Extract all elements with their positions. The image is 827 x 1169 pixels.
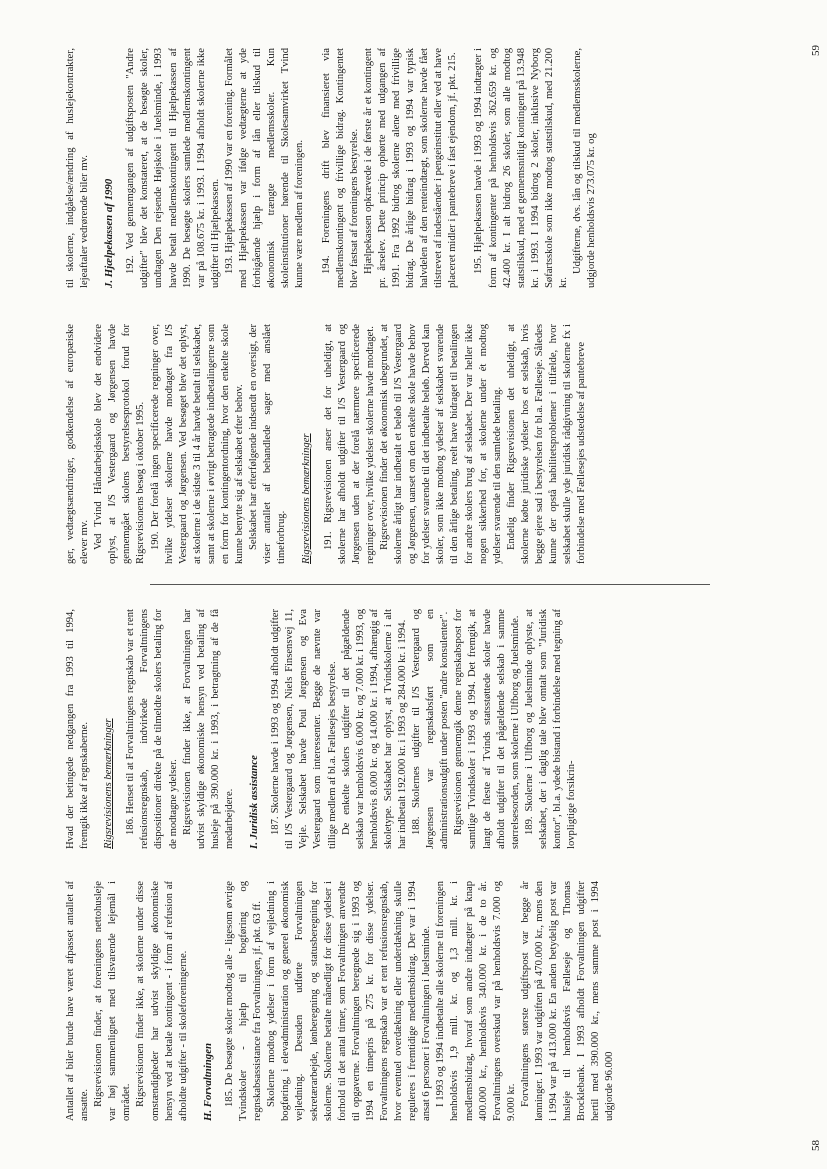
paragraph: 185. De besøgte skoler modtog alle - ligesom øvrige Tvindskoler - hjælp til bogføring og regnskabsassistance fra Forvaltningen, jf. pkt. 63 ff. <box>223 881 264 1121</box>
subsection-heading: Rigsrevisionens bemærkninger <box>300 433 312 564</box>
paragraph: Udgifterne, dvs. lån og tilskud til medlemsskolerne, udgjorde henholdsvis 273.075 kr. og <box>572 48 598 288</box>
section-heading: J. Hjælpekassen af 1990 <box>103 178 116 288</box>
paragraph: 195. Hjælpekassen havde i 1993 og 1994 indtægter i form af kontingenter på henholdsvis 362.659 kr. og 42.400 kr. I alt bidrog 26 skoler, som alle modtog statstilskud, med et gennemsnitligt kontingent på 13.948 kr. i 1993. I 1994 bidrog 2 skoler, inklusive Nyborg Søfartsskole som ikke modtog statstilskud, med 21.200 kr. <box>473 48 569 288</box>
left-page-column-2 <box>64 609 794 849</box>
subsection-heading: Rigsrevisionens bemærkninger <box>103 718 115 849</box>
paragraph: ger, vedtægtsændringer, godkendelse af europæiske elever mv. <box>65 324 91 564</box>
section-heading: I. Juridisk assistance <box>248 755 261 849</box>
paragraph: Endelig finder Rigsrevisionen det uheldigt, at skolerne købte juridiske ydelser hos et selskab, hvis begge ejere sad i bestyrelsen for bl.a. Fælleseje. Således kunne der opstå habilitetsproblemer i tilfælde, hvor selskabet skulle yde juridisk rådgivning til skolerne fx i forbindelse med Fællesejes udstedelse af pantebreve <box>505 324 588 564</box>
left-page <box>0 585 827 1169</box>
paragraph: 191. Rigsrevisionen anser det for uheldigt, at skolerne har afholdt udgifter til I/S Vestergaard og Jørgensen uden at der forelå nærmere specificerede regninger over, hvilke ydelser skolerne havde modtaget. <box>322 324 376 564</box>
right-page-column-1 <box>64 324 794 564</box>
left-page-column-1 <box>64 881 794 1121</box>
page-number-left: 58 <box>810 1140 822 1151</box>
paragraph-gap <box>460 48 472 288</box>
paragraph: Rigsrevisionen gennemgik denne regnskabspost for samtlige Tvindskoler i 1993 og 1994. Det fremgik, at langt de fleste af Tvinds statsstøttede skoler havde afholdt udgifter til det pågældende selskab i samme størrelsesorden, som skolerne i Ulfborg og Juelsminde. <box>453 609 521 849</box>
paragraph: til skolerne, indgåelse/ændring af huslejekontrakter, lejeaftaler vedrørende biler mv. <box>65 48 91 288</box>
paragraph: 193. Hjælpekassen af 1990 var en forening. Formålet med Hjælpekassen var ifølge vedtægterne at yde forbigående hjælp i form af lån eller tilskud til økonomisk trængte medlemsskoler. Kun skoleinstitutioner hørende til Skolesamvirket Tvind kunne være medlem af foreningen. <box>223 48 306 288</box>
paragraph: Forvaltningens største udgiftspost var begge år lønninger. I 1993 var udgiften på 470.000 kr., mens den i 1994 var på 413.000 kr. En anden betydelig post var husleje til henholdsvis Fælleseje og Thomas Brocklebank. I 1993 afholdt Forvaltningen udgifter hertil med 390.000 kr., mens samme post i 1994 udgjorde 96.000 <box>519 881 616 1121</box>
paragraph: Hjælpekassen opkrævede i de første år et kontingent pr. årselev. Dette princip ophørte med udgangen af 1991. Fra 1992 bidrog skolerne alene med frivillige bidrag. De årlige bidrag i 1993 og 1994 var typisk halvdelen af den renteindtægt, som skolerne havde fået tilstrevet af indeståender i pengeinstitut eller ved at have placeret midler i pantebreve i fast ejendom, jf. pkt. 215. <box>362 48 459 288</box>
paragraph-gap <box>308 48 320 288</box>
paragraph: Rigsrevisionen finder ikke, at skolerne under disse omstændigheder har udvist skyldige økonomiske hensyn ved at betale kontingent - i form af refusion af afholdte udgifter - til skoleforeningerne. <box>135 881 189 1121</box>
page-divider <box>150 584 710 585</box>
right-page-column-2 <box>64 48 794 288</box>
paragraph: 186. Henset til at Forvaltningens regnskab var et rent refusionsregnskab, indvirkede Forvaltningens dispositioner direkte på de tilmeldte skolers betaling for de modtagne ydelser. <box>125 609 179 849</box>
paragraph: Rigsrevisionen finder det økonomisk ubegrundet, at skolerne årligt har indbetalt et beløb til I/S Vestergaard og Jørgensen, uanset om den enkelte skole havde behov for ydelser svarende til det indbetalte beløb. Derved kan skoler, som ikke modtog ydelser af selskabet svarende til den årlige betaling, reelt have bidraget til betalingen for andre skolers brug af selskabet. Der var heller ikke nogen sikkerhed for, at skolerne under ét modtog ydelser svarende til den samlede betaling. <box>378 324 503 564</box>
section-heading: H. Forvaltningen <box>201 1043 214 1121</box>
paragraph: Rigsrevisionen finder, at foreningens nettohusleje var høj sammenlignet med tilsvarende lejemål i området. <box>93 881 133 1121</box>
paragraph: 188. Skolernes udgifter til I/S Vestergaard og Jørgensen var regnskabsført som en administrationsudgift under posten "andre konsulenter". <box>411 609 451 849</box>
paragraph: Antallet af biler burde have været afpasset antallet af ansatte. <box>65 881 91 1121</box>
page-number-right: 59 <box>810 45 822 56</box>
paragraph: 189. Skolerne i Ulfborg og Juelsminde oplyste, at selskabet, der i daglig tale blev omtalt som "Juridisk kontor", bl.a. ydede bistand i forbindelse med tegning af lovpligtige forsikrin- <box>523 609 578 849</box>
right-page <box>0 0 827 584</box>
paragraph: 192. Ved gennemgangen af udgiftsposten "Andre udgifter" blev det konstateret, at de besøgte skoler, undtagen Den rejsende Højskole i Juelsminde, i 1993 havde betalt medlemskontingent til Hjælpekassen af 1990. De besøgte skolers samlede medlemskontingent var på 108.675 kr. i 1993. I 1994 afholdt skolerne ikke udgifter til Hjælpekassen. <box>125 48 221 288</box>
paragraph: Rigsrevisionen finder ikke, at Forvaltningen har udvist skyldige økonomiske hensyn ved betaling af husleje på 390.000 kr. i 1993, i betragtning af de få medarbejdere. <box>181 609 235 849</box>
paragraph: Skolerne modtog ydelser i form af vejledning i bogføring, i elevadministration og generel økonomisk vejledning. Desuden udførte Forvaltningen sekretærarbejde, lønberegning og statusberegning for skolerne. Skolerne betalte månedligt for disse ydelser i forhold til det antal timer, som Forvaltningen anvendte til opgaverne. Forvaltningen beregnede sig i 1993 og 1994 en timepris på 275 kr. for disse ydelser. Forvaltningens regnskab var et rent refusionsregnskab, hvor eventuel overdækning eller underdækning skulle reguleres i fremtidige medlemsbidrag. Der var i 1994 ansat 6 personer i Forvaltningen i Juelsminde. <box>266 881 433 1121</box>
paragraph: Ved Tvind Håndarbejdsskole blev det endvidere oplyst, at I/S Vestergaard og Jørgensen havde gennemgået skolens bestyrelsesprotokol forud for Rigsrevisionens besøg i oktober 1995. <box>93 324 147 564</box>
paragraph: 190. Der forelå ingen specificerede regninger over, hvilke ydelser skolerne havde modtaget fra I/S Vestergaard og Jørgensen. Ved besøget blev det oplyst, at skolerne i de sidste 3 til 4 år havde betalt til selskabet, samt at skolerne i øvrigt betragtede indbetalingerne som en form for kontingentordning, hvor den enkelte skole kunne benytte sig af selskabet efter behov. <box>149 324 246 564</box>
paragraph: 194. Foreningens drift blev finansieret via medlemskontingent og frivillige bidrag. Kontingentet blev fastsat af foreningens bestyrelse. <box>320 48 360 288</box>
paragraph: I 1993 og 1994 indbetalte alle skolerne til foreningen henholdsvis 1,9 mill. kr. og 1,3 mill. kr. i medlemsbidrag, hvoraf som andre indtægter på knap 400.000 kr., henholdsvis 340.000 kr. i de to år. Forvaltningens overskud var på henholdsvis 7.000 og 9.000 kr. <box>435 881 517 1121</box>
paragraph: Selskabet har efterfølgende indsendt en oversigt, der viser antallet af behandlede sager med anslået timeforbrug. <box>248 324 288 564</box>
paragraph: Hvad der betingede nedgangen fra 1993 til 1994, fremgik ikke af regnskaberne. <box>65 609 91 849</box>
paragraph: De enkelte skolers udgifter til det pågældende selskab var henholdsvis 6.000 kr. og 7.000 kr. i 1993, og henholdsvis 8.000 kr. og 14.000 kr. i 1994, afhængig af skoletype. Selskabet har oplyst, at Tvindskolerne i alt har indbetalt 192.000 kr. i 1993 og 284.000 kr. i 1994. <box>340 609 408 849</box>
paragraph: 187. Skolerne havde i 1993 og 1994 afholdt udgifter til I/S Vestergaard og Jørgensen, Niels Finsensvej 11, Vejle. Selskabet havde Poul Jørgensen og Eva Vestergaard som interessenter. Begge de nævnte var tillige medlem af bl.a. Fællesejes bestyrelse. <box>270 609 338 849</box>
